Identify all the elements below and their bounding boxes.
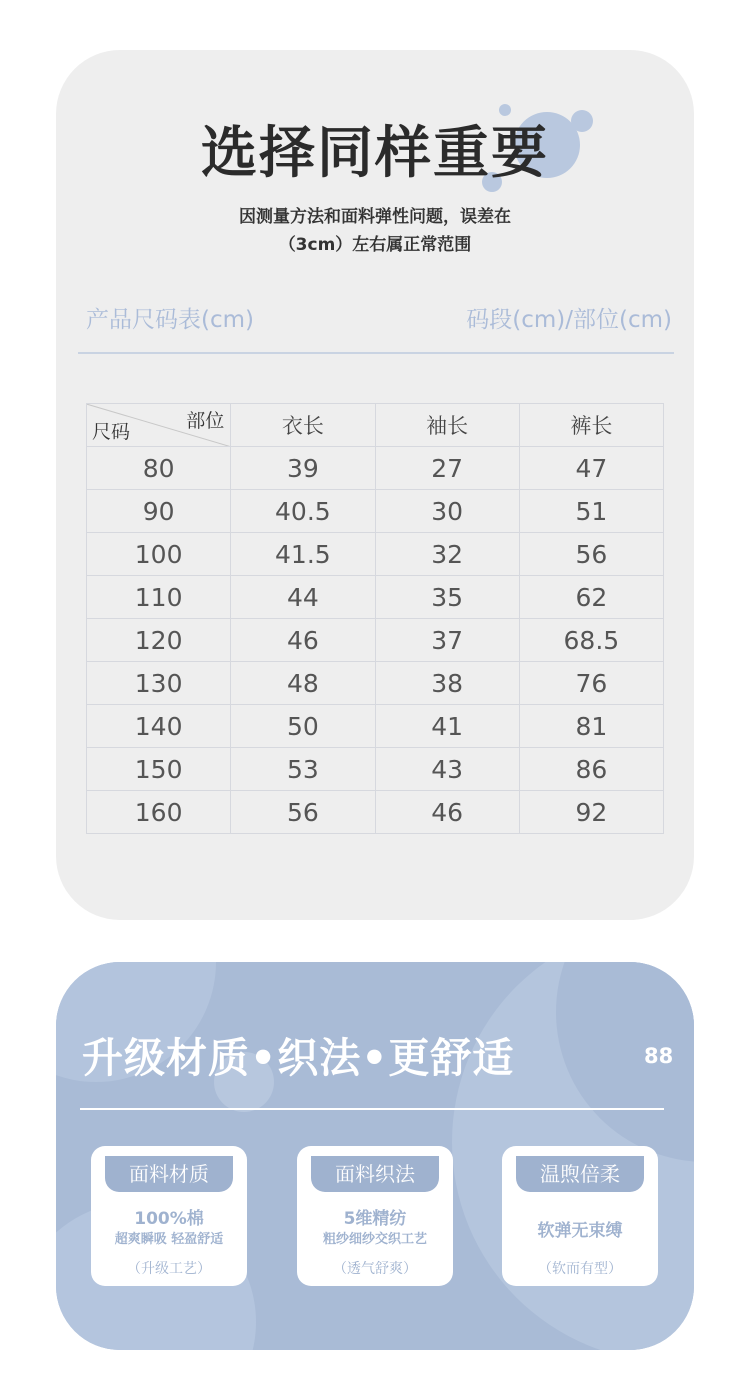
measurement-cell: 53 bbox=[231, 748, 375, 791]
decor-bubble bbox=[499, 104, 511, 116]
table-corner-cell bbox=[87, 404, 231, 447]
size-cell: 130 bbox=[87, 662, 231, 705]
feature-headline: 软弹无束缚 bbox=[537, 1221, 623, 1241]
feature-tag: 温煦倍柔 bbox=[516, 1156, 644, 1192]
measurement-cell: 41.5 bbox=[231, 533, 375, 576]
feature-note: （软而有型） bbox=[538, 1261, 622, 1277]
measurement-cell: 46 bbox=[375, 791, 519, 834]
measurement-cell: 50 bbox=[231, 705, 375, 748]
size-section-title: 选择同样重要 bbox=[201, 121, 549, 186]
divider bbox=[80, 1108, 664, 1110]
corner-label-size: 尺码 bbox=[92, 421, 131, 443]
size-cell: 160 bbox=[87, 791, 231, 834]
size-cell: 140 bbox=[87, 705, 231, 748]
column-header: 袖长 bbox=[375, 404, 519, 447]
measurement-cell: 81 bbox=[519, 705, 663, 748]
measurement-cell: 39 bbox=[231, 447, 375, 490]
measurement-cell: 56 bbox=[231, 791, 375, 834]
material-card bbox=[56, 962, 694, 1350]
feature-note: （升级工艺） bbox=[127, 1261, 211, 1277]
measurement-cell: 48 bbox=[231, 662, 375, 705]
measurement-note: 因测量方法和面料弹性问题，误差在 bbox=[239, 207, 511, 227]
measurement-cell: 62 bbox=[519, 576, 663, 619]
measurement-cell: 56 bbox=[519, 533, 663, 576]
table-unit-label: 码段(cm)/部位(cm) bbox=[466, 307, 672, 333]
table-row bbox=[87, 447, 664, 490]
feature-tag: 面料织法 bbox=[311, 1156, 439, 1192]
size-chart-card bbox=[56, 50, 694, 920]
size-table bbox=[86, 403, 664, 834]
feature-detail: 粗纱细纱交织工艺 bbox=[322, 1232, 427, 1247]
measurement-cell: 35 bbox=[375, 576, 519, 619]
table-row bbox=[87, 533, 664, 576]
feature-card-fabric bbox=[91, 1146, 247, 1286]
measurement-note-tolerance: （3cm）左右属正常范围 bbox=[278, 235, 472, 255]
size-cell: 100 bbox=[87, 533, 231, 576]
divider bbox=[78, 352, 674, 354]
measurement-cell: 46 bbox=[231, 619, 375, 662]
feature-headline: 5维精纺 bbox=[343, 1209, 407, 1229]
measurement-cell: 76 bbox=[519, 662, 663, 705]
feature-card-softness bbox=[502, 1146, 658, 1286]
corner-label-part: 部位 bbox=[186, 410, 225, 432]
table-row bbox=[87, 662, 664, 705]
size-cell: 120 bbox=[87, 619, 231, 662]
measurement-cell: 68.5 bbox=[519, 619, 663, 662]
measurement-cell: 41 bbox=[375, 705, 519, 748]
measurement-cell: 40.5 bbox=[231, 490, 375, 533]
table-row bbox=[87, 576, 664, 619]
infinity-badge-icon: 88 bbox=[644, 1044, 674, 1068]
table-row bbox=[87, 791, 664, 834]
material-section-title: 升级材质•织法•更舒适 bbox=[82, 1034, 515, 1082]
table-row bbox=[87, 619, 664, 662]
measurement-cell: 44 bbox=[231, 576, 375, 619]
table-row bbox=[87, 705, 664, 748]
table-row bbox=[87, 748, 664, 791]
size-cell: 110 bbox=[87, 576, 231, 619]
measurement-cell: 92 bbox=[519, 791, 663, 834]
measurement-cell: 43 bbox=[375, 748, 519, 791]
measurement-cell: 38 bbox=[375, 662, 519, 705]
measurement-cell: 30 bbox=[375, 490, 519, 533]
table-row bbox=[87, 490, 664, 533]
table-header-row bbox=[87, 404, 664, 447]
feature-detail: 超爽瞬吸 轻盈舒适 bbox=[114, 1232, 224, 1247]
table-caption: 产品尺码表(cm) bbox=[86, 307, 254, 333]
measurement-cell: 86 bbox=[519, 748, 663, 791]
measurement-cell: 32 bbox=[375, 533, 519, 576]
size-cell: 80 bbox=[87, 447, 231, 490]
feature-headline: 100%棉 bbox=[134, 1209, 204, 1229]
column-header: 衣长 bbox=[231, 404, 375, 447]
column-header: 裤长 bbox=[519, 404, 663, 447]
measurement-cell: 27 bbox=[375, 447, 519, 490]
feature-card-weave bbox=[297, 1146, 453, 1286]
measurement-cell: 51 bbox=[519, 490, 663, 533]
feature-note: （透气舒爽） bbox=[333, 1261, 417, 1277]
measurement-cell: 37 bbox=[375, 619, 519, 662]
feature-tag: 面料材质 bbox=[105, 1156, 233, 1192]
size-cell: 150 bbox=[87, 748, 231, 791]
measurement-cell: 47 bbox=[519, 447, 663, 490]
size-cell: 90 bbox=[87, 490, 231, 533]
